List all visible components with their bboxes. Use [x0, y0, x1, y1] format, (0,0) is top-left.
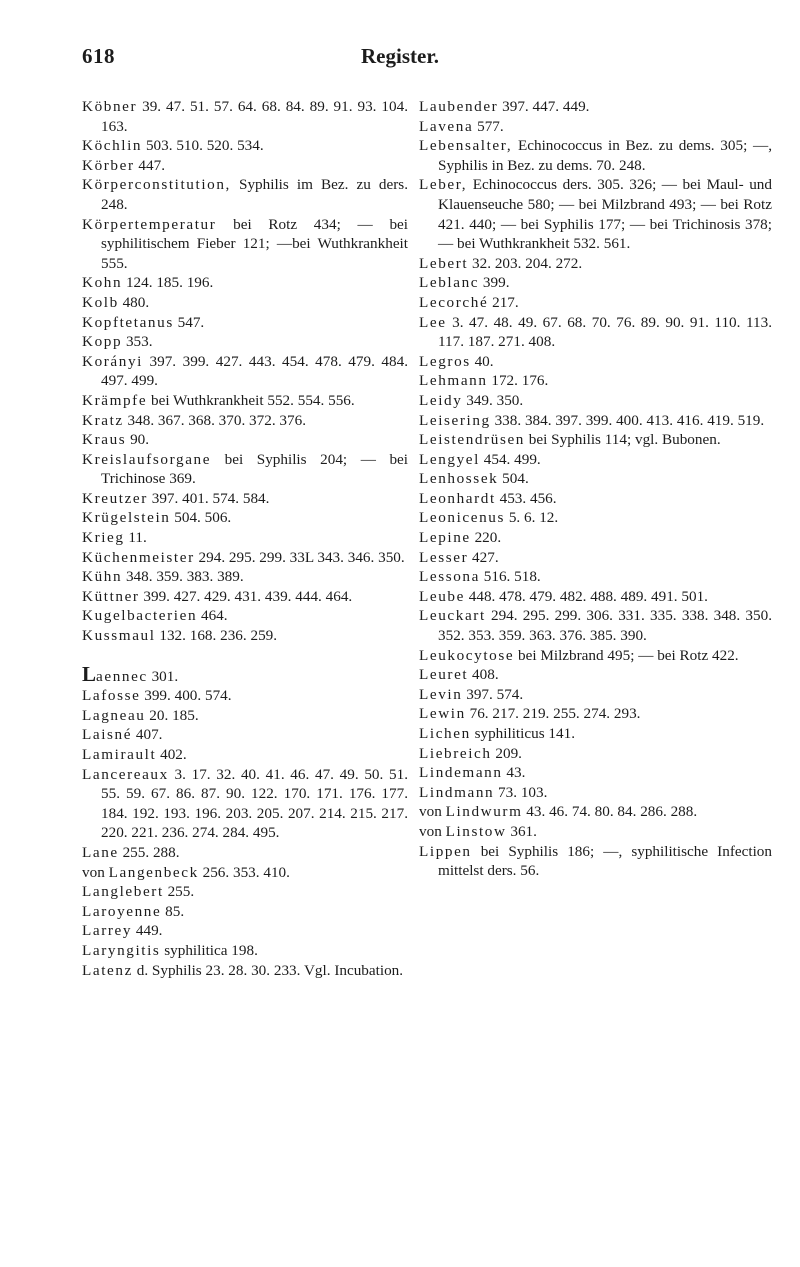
entry-references: 448. 478. 479. 482. 488. 489. 491. 501.	[464, 587, 708, 605]
index-entry	[419, 744, 772, 764]
entry-references: 402.	[156, 746, 187, 763]
index-entry	[82, 391, 408, 411]
index-column-left	[82, 97, 408, 980]
entry-references: 255.	[163, 883, 195, 901]
entry-heading: Legros	[419, 352, 471, 370]
entry-heading: Kreislaufsorgane	[82, 450, 212, 468]
index-entry	[419, 489, 772, 509]
entry-references: 480.	[118, 293, 150, 311]
index-entry	[82, 332, 408, 352]
index-entry	[82, 686, 408, 706]
entry-heading: Leber,	[419, 176, 468, 194]
index-entry	[419, 508, 772, 528]
entry-heading: Larrey	[82, 922, 133, 940]
entry-heading: Kolb	[82, 293, 119, 311]
entry-heading: Leisering	[419, 411, 491, 429]
entry-references: 43. 46. 74. 80. 84. 286. 288.	[522, 803, 698, 821]
entry-heading: Lebert	[419, 254, 469, 272]
entry-heading: Korányi	[82, 352, 143, 370]
entry-heading: Laubender	[419, 98, 499, 115]
entry-references: 453. 456.	[495, 489, 557, 507]
entry-references: d. Syphilis 23. 28. 30. 233. Vgl. Incubation.	[132, 961, 404, 979]
index-entry	[82, 902, 408, 922]
index-entry	[82, 882, 408, 902]
entry-references: 427.	[468, 548, 499, 566]
entry-heading: Lavena	[419, 117, 474, 135]
entry-heading: Lichen	[419, 725, 471, 742]
index-entry	[82, 450, 408, 489]
entry-references: 90.	[126, 431, 150, 449]
index-entry	[82, 843, 408, 863]
index-entry	[419, 528, 772, 548]
index-entry	[419, 567, 772, 587]
index-entry	[82, 706, 408, 726]
index-entry	[419, 411, 772, 431]
entry-heading: Lesser	[419, 548, 469, 566]
entry-references: 39. 47. 51. 57. 64. 68. 84. 89. 91. 93. 104. 163.	[101, 98, 408, 135]
entry-references: 85.	[161, 902, 185, 920]
entry-heading: Laisné	[82, 726, 133, 744]
index-entry	[419, 97, 772, 117]
entry-heading: Levin	[419, 685, 463, 703]
index-entry	[82, 313, 408, 333]
index-entry	[82, 567, 408, 587]
index-entry	[82, 921, 408, 941]
entry-references: 11.	[124, 529, 147, 547]
index-entry	[419, 606, 772, 645]
entry-heading: Kratz	[82, 411, 124, 429]
entry-references: bei Syphilis 204; — bei Trichinose 369.	[101, 450, 408, 488]
entry-references: 349. 350.	[462, 391, 524, 409]
entry-heading: Leidy	[419, 391, 463, 409]
index-entry	[419, 293, 772, 313]
index-entry	[419, 352, 772, 372]
entry-heading: Lee	[419, 313, 447, 331]
index-entry	[82, 941, 408, 961]
entry-references: 397. 574.	[462, 685, 524, 703]
index-entry	[82, 293, 408, 313]
entry-references: 32. 203. 204. 272.	[468, 254, 583, 272]
entry-references: 294. 295. 299. 306. 331. 335. 338. 348. 350. 352. 353. 359. 363. 376. 385. 390.	[438, 607, 772, 645]
entry-references: 294. 295. 299. 33L 343. 346. 350.	[194, 548, 405, 566]
index-entry	[82, 548, 408, 568]
index-column-right	[419, 97, 772, 881]
entry-references: 348. 359. 383. 389.	[122, 568, 244, 586]
index-entry	[82, 528, 408, 548]
entry-references: bei Rotz 434; — bei syphilitischem Fieber 121; —bei Wuthkrankheit 555.	[101, 215, 408, 272]
entry-heading: Lewin	[419, 705, 466, 723]
entry-prefix: von	[419, 803, 446, 821]
index-entry	[82, 508, 408, 528]
entry-heading: Lamirault	[82, 746, 157, 763]
entry-heading: Lecorché	[419, 293, 489, 311]
entry-references: 124. 185. 196.	[122, 274, 214, 292]
entry-heading: Kugelbacterien	[82, 607, 198, 625]
entry-heading: Linstow	[445, 822, 507, 840]
index-entry	[419, 685, 772, 705]
entry-references: 399.	[479, 274, 510, 292]
entry-heading: Küttner	[82, 587, 140, 605]
entry-references: 338. 384. 397. 399. 400. 413. 416. 419. 519.	[490, 411, 765, 429]
entry-references: 220.	[470, 529, 502, 547]
entry-heading: Leistendrüsen	[419, 431, 525, 449]
entry-references: 255. 288.	[118, 843, 180, 861]
entry-heading: Lessona	[419, 568, 480, 586]
index-entry	[419, 783, 772, 803]
entry-references: 504.	[498, 470, 529, 488]
entry-references: 407.	[132, 726, 163, 744]
entry-heading: Lane	[82, 843, 119, 861]
entry-references: 172. 176.	[487, 372, 549, 390]
entry-heading: Leukocytose	[419, 646, 515, 664]
index-entry	[419, 724, 772, 744]
entry-heading: Körpertemperatur	[82, 215, 217, 233]
entry-heading: Kohn	[82, 274, 123, 292]
index-entry	[419, 450, 772, 470]
entry-references: 217.	[488, 293, 519, 311]
entry-heading: Lengyel	[419, 450, 480, 468]
entry-references: 577.	[473, 117, 504, 135]
index-entry	[419, 802, 772, 822]
index-entry	[82, 352, 408, 391]
index-entry	[82, 273, 408, 293]
index-entry	[82, 215, 408, 274]
index-entry	[419, 313, 772, 352]
entry-heading: Lehmann	[419, 372, 488, 390]
entry-prefix: von	[419, 822, 446, 840]
index-entry	[82, 745, 408, 765]
entry-heading: Lepine	[419, 529, 471, 547]
entry-references: Syphilis im Bez. zu ders. 248.	[101, 176, 408, 213]
index-entry	[419, 646, 772, 666]
entry-references: 516. 518.	[479, 568, 541, 586]
entry-references: bei Syphilis 186; —, syphilitische Infection mittelst ders. 56.	[438, 842, 772, 880]
entry-heading: Lindemann	[419, 764, 503, 782]
entry-references: 301.	[147, 667, 179, 685]
entry-heading: Köchlin	[82, 137, 143, 155]
entry-heading: Laroyenne	[82, 902, 162, 920]
entry-references: 20. 185.	[145, 706, 199, 724]
index-entry	[419, 704, 772, 724]
index-entry	[82, 97, 408, 136]
entry-heading: Krämpfe	[82, 391, 148, 409]
page-number: 618	[82, 44, 115, 68]
entry-references: 361.	[506, 822, 537, 840]
index-entry	[419, 430, 772, 450]
entry-references: Echinococcus in Bez. zu dems. 305; —, Syphilis in Bez. zu dems. 70. 248.	[438, 137, 772, 174]
entry-references: 76. 217. 219. 255. 274. 293.	[465, 705, 641, 723]
entry-references: 5. 6. 12.	[505, 509, 559, 527]
entry-references: 73. 103.	[494, 783, 548, 801]
entry-heading: Leuret	[419, 666, 469, 684]
index-entry	[419, 548, 772, 568]
index-entry	[419, 136, 772, 175]
entry-heading: Körber	[82, 156, 135, 174]
entry-references: bei Syphilis 114; vgl. Bubonen.	[525, 431, 721, 449]
index-entry	[82, 606, 408, 626]
index-entry	[82, 136, 408, 156]
entry-heading: Leonicenus	[419, 509, 506, 527]
section-initial: L	[82, 661, 97, 686]
entry-heading: Krieg	[82, 529, 125, 547]
entry-heading: Kopftetanus	[82, 313, 174, 331]
entry-references: 503. 510. 520. 534.	[142, 137, 264, 155]
entry-references: 399. 400. 574.	[140, 687, 232, 705]
entry-heading: Kraus	[82, 431, 127, 449]
entry-heading: Leblanc	[419, 274, 480, 292]
index-entry	[82, 661, 408, 687]
entry-heading: aennec	[96, 667, 148, 685]
page-header	[0, 44, 800, 74]
index-entry	[82, 587, 408, 607]
entry-heading: Langenbeck	[108, 863, 199, 881]
entry-heading: Lebensalter,	[419, 137, 513, 155]
index-entry	[419, 587, 772, 607]
index-entry	[82, 626, 408, 646]
entry-references: 454. 499.	[479, 450, 541, 468]
entry-references: 397. 399. 427. 443. 454. 478. 479. 484. 497. 499.	[101, 352, 408, 390]
entry-heading: Laryngitis	[82, 941, 161, 959]
entry-references: Echinococcus ders. 305. 326; — bei Maul- und Klauenseuche 580; — bei Milzbrand 493; — bei Rotz 421. 440; — bei Syphilis 177; — bei Trichinosis 378; — bei Wuthkrankheit 532. 561.	[438, 176, 772, 253]
index-entry	[419, 842, 772, 881]
index-entry	[82, 175, 408, 214]
index-entry	[82, 411, 408, 431]
entry-references: 209.	[491, 744, 522, 762]
entry-references: 447.	[134, 156, 165, 174]
entry-heading: Lindmann	[419, 783, 495, 801]
entry-heading: Kühn	[82, 568, 123, 586]
index-entry	[82, 725, 408, 745]
entry-references: 43.	[502, 764, 526, 782]
entry-references: 40.	[470, 352, 494, 370]
entry-heading: Lippen	[419, 842, 472, 860]
page-title: Register.	[361, 44, 439, 68]
entry-references: 353.	[122, 333, 153, 351]
index-entry	[419, 391, 772, 411]
entry-heading: Köbner	[82, 98, 138, 115]
index-entry	[82, 489, 408, 509]
entry-heading: Lancereaux	[82, 765, 169, 783]
entry-references: 348. 367. 368. 370. 372. 376.	[123, 411, 306, 429]
entry-heading: Latenz	[82, 961, 133, 979]
entry-heading: Langlebert	[82, 883, 164, 901]
index-entry	[419, 175, 772, 253]
entry-heading: Lagneau	[82, 706, 146, 724]
entry-references: 399. 427. 429. 431. 439. 444. 464.	[139, 587, 353, 605]
index-entry	[419, 371, 772, 391]
entry-prefix: von	[82, 863, 109, 881]
entry-heading: Kreutzer	[82, 489, 148, 507]
entry-heading: Liebreich	[419, 744, 492, 762]
entry-references: 504. 506.	[170, 509, 232, 527]
index-entry	[419, 469, 772, 489]
entry-heading: Lafosse	[82, 687, 141, 705]
entry-references: 256. 353. 410.	[198, 863, 290, 881]
entry-references: 464.	[197, 607, 228, 625]
entry-references: 408.	[468, 666, 499, 684]
entry-heading: Körperconstitution,	[82, 176, 231, 194]
entry-references: syphiliticus 141.	[470, 725, 575, 742]
index-entry	[419, 822, 772, 842]
entry-references: syphilitica 198.	[160, 941, 258, 959]
entry-heading: Leonhardt	[419, 489, 496, 507]
entry-references: bei Milzbrand 495; — bei Rotz 422.	[514, 646, 739, 664]
entry-references: 3. 47. 48. 49. 67. 68. 70. 76. 89. 90. 91. 110. 113. 117. 187. 271. 408.	[438, 313, 772, 351]
entry-references: 547.	[173, 313, 205, 331]
index-entry	[82, 430, 408, 450]
index-entry	[82, 863, 408, 883]
entry-references: 449.	[132, 922, 163, 940]
index-entry	[419, 763, 772, 783]
index-entry	[82, 765, 408, 843]
index-entry	[419, 254, 772, 274]
index-entry	[419, 273, 772, 293]
entry-heading: Lenhossek	[419, 470, 499, 488]
entry-heading: Leuckart	[419, 607, 486, 625]
index-entry	[419, 665, 772, 685]
entry-references: 3. 17. 32. 40. 41. 46. 47. 49. 50. 51. 55. 59. 67. 86. 87. 90. 122. 170. 171. 176. 177. 184. 192. 193. 196. 203. 205. 207. 214. 215. 217. 220. 221. 236. 274. 284. 495.	[101, 765, 408, 842]
entry-references: bei Wuthkrankheit 552. 554. 556.	[147, 391, 355, 409]
index-entry	[82, 156, 408, 176]
entry-heading: Küchenmeister	[82, 548, 195, 566]
index-entry	[419, 117, 772, 137]
entry-heading: Kopp	[82, 333, 123, 351]
index-entry	[82, 961, 408, 981]
entry-references: 132. 168. 236. 259.	[155, 627, 278, 645]
entry-references: 397. 447. 449.	[498, 98, 590, 115]
entry-references: 397. 401. 574. 584.	[147, 489, 270, 507]
entry-heading: Lindwurm	[445, 803, 523, 821]
entry-heading: Krügelstein	[82, 509, 171, 527]
entry-heading: Kussmaul	[82, 627, 156, 645]
entry-heading: Leube	[419, 587, 465, 605]
